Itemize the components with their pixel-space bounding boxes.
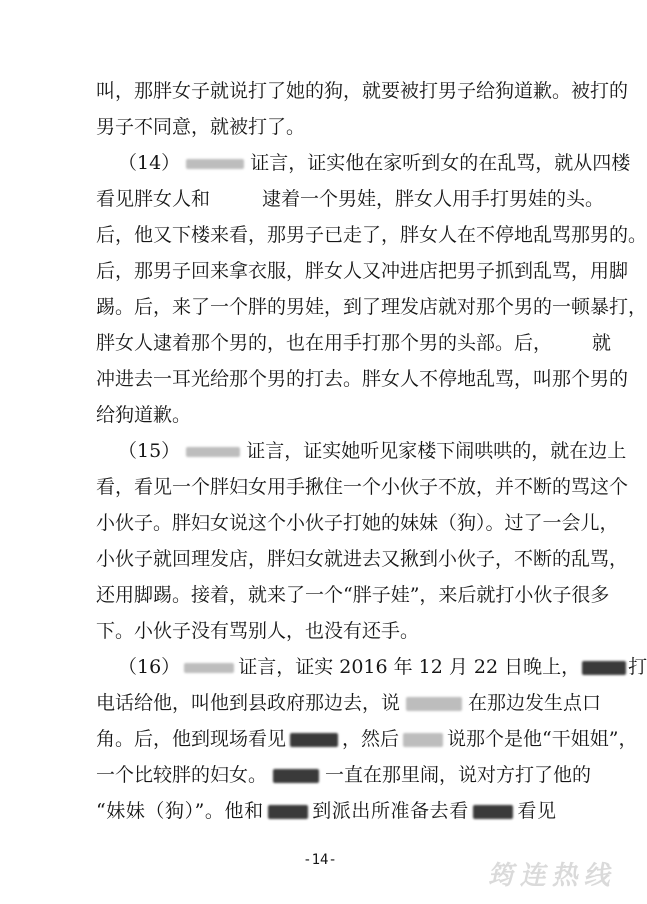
text-line: （15） 证言，证实她听见家楼下闹哄哄的，就在边上 xyxy=(118,440,627,462)
text-line: 冲进去一耳光给那个男的打去。胖女人不停地乱骂，叫那个男的 xyxy=(96,368,629,390)
text-line: 一个比较胖的妇女。 一直在那里闹，说对方打了他的 xyxy=(96,764,592,786)
text-line: 小伙子。胖妇女说这个小伙子打她的妹妹（狗）。过了一会儿， xyxy=(96,512,619,534)
text-line: 下。小伙子没有骂别人，也没有还手。 xyxy=(96,620,420,642)
text-line: 男子不同意，就被打了。 xyxy=(96,116,306,138)
text-line: 胖女人逮着那个男的，也在用手打那个男的头部。后， 就 xyxy=(96,332,612,354)
watermark: 筠连热线 xyxy=(486,861,621,891)
text-line: 小伙子就回理发店，胖妇女就进去又揪到小伙子，不断的乱骂， xyxy=(96,548,629,570)
text-line: 后，他又下楼来看，那男子已走了，胖女人在不停地乱骂那男的。 xyxy=(96,224,647,246)
page-number: -14- xyxy=(303,852,337,868)
text-line: “妹妹（狗）”。他和 到派出所准备去看 看见 xyxy=(96,800,556,822)
text-line: 看见胖女人和 逮着一个男娃，胖女人用手打男娃的头。 xyxy=(96,188,605,210)
text-line: 叫，那胖女子就说打了她的狗，就要被打男子给狗道歉。被打的 xyxy=(96,80,629,102)
text-line: （14） 证言，证实他在家听到女的在乱骂，就从四楼 xyxy=(118,152,631,174)
text-line: 角。后，他到现场看见 ，然后 说那个是他“干姐姐”， xyxy=(96,728,638,750)
text-line: 电话给他，叫他到县政府那边去，说 在那边发生点口 xyxy=(96,692,602,714)
text-line: 踢。后，来了一个胖的男娃，到了理发店就对那个男的一顿暴打， xyxy=(96,296,647,318)
text-line: 给狗道歉。 xyxy=(96,404,192,426)
text-line: 还用脚踢。接着，就来了一个“胖子娃”，来后就打小伙子很多 xyxy=(96,584,610,606)
text-line: 看，看见一个胖妇女用手揪住一个小伙子不放，并不断的骂这个 xyxy=(96,476,629,498)
text-line: 后，那男子回来拿衣服，胖女人又冲进店把男子抓到乱骂，用脚 xyxy=(96,260,629,282)
text-line: （16） 证言，证实 2016 年 12 月 22 日晚上， 打 xyxy=(118,656,647,678)
